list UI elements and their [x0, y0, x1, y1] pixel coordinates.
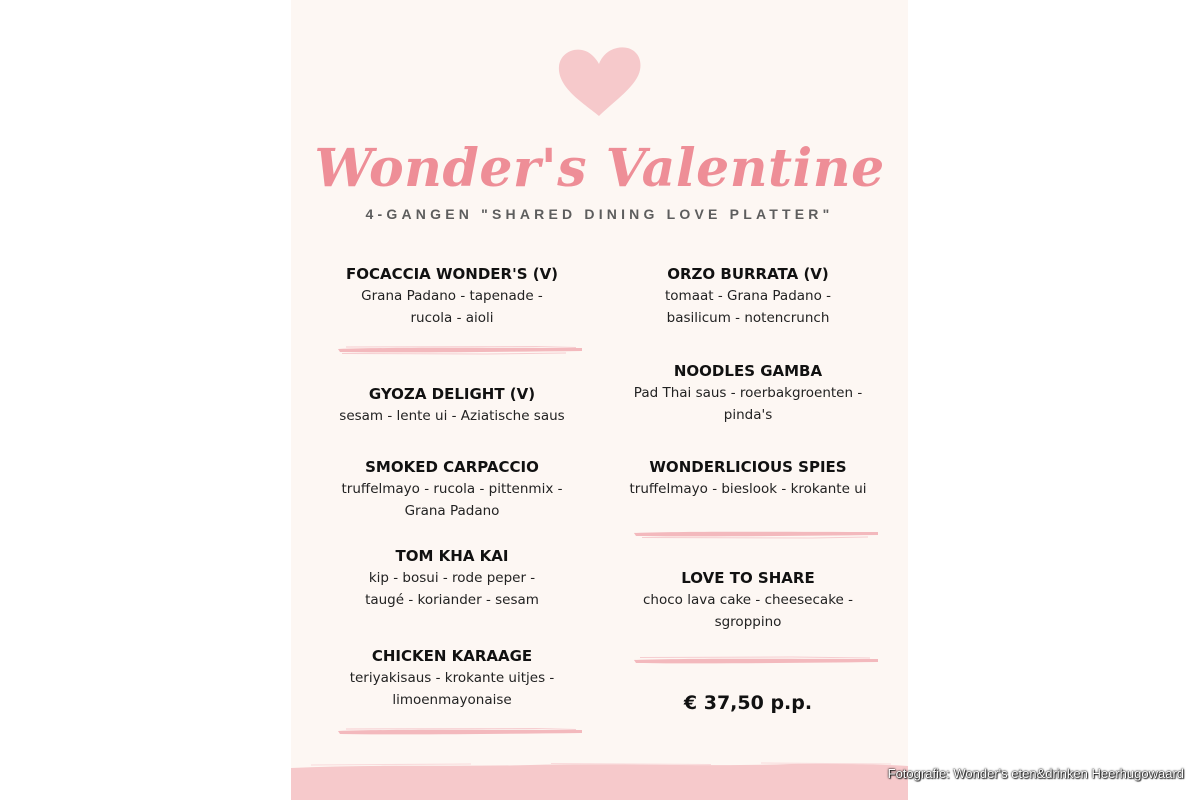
dish-name: NOODLES GAMBA: [673, 362, 823, 380]
brush-divider: [632, 656, 880, 666]
dish-noodles-gamba: [598, 360, 898, 426]
brush-divider: [632, 529, 880, 539]
dish-description: Pad Thai saus - roerbakgroenten - pinda's: [633, 385, 863, 423]
heart-icon: [555, 44, 643, 118]
dish-description: teriyakisaus - krokante uitjes - limoenmayonaise: [349, 670, 555, 708]
dish-description: sesam - lente ui - Aziatische saus: [339, 408, 565, 424]
bottom-brush-band: [291, 762, 908, 800]
dish-description: truffelmayo - rucola - pittenmix - Grana Padano: [341, 481, 563, 519]
dish-name: CHICKEN KARAAGE: [371, 647, 533, 665]
price: € 37,50 p.p.: [683, 692, 813, 714]
dish-name: GYOZA DELIGHT (V): [368, 385, 536, 403]
menu-card: [291, 0, 908, 800]
menu-subtitle: 4-GANGEN "SHARED DINING LOVE PLATTER": [365, 206, 834, 222]
photo-credit: Fotografie: Wonder's eten&drinken Heerhugowaard: [887, 766, 1184, 781]
dish-tom-kha-kai: [302, 545, 602, 611]
dish-love-to-share: [598, 567, 898, 633]
dish-orzo-burrata: [598, 263, 898, 329]
dish-description: Grana Padano - tapenade - rucola - aioli: [361, 288, 543, 326]
dish-wonderlicious-spies: [598, 456, 898, 500]
dish-description: kip - bosui - rode peper - taugé - koriander - sesam: [365, 570, 539, 608]
menu-title: Wonder's Valentine: [314, 138, 885, 199]
dish-name: SMOKED CARPACCIO: [365, 458, 539, 476]
dish-name: TOM KHA KAI: [395, 547, 509, 565]
dish-description: tomaat - Grana Padano - basilicum - notencrunch: [664, 288, 832, 326]
dish-description: choco lava cake - cheesecake - sgroppino: [642, 592, 853, 630]
brush-divider: [336, 727, 584, 737]
dish-name: LOVE TO SHARE: [681, 569, 815, 587]
dish-focaccia: [302, 263, 602, 329]
dish-karaage: [302, 645, 602, 711]
dish-carpaccio: [302, 456, 602, 522]
brush-divider: [336, 345, 584, 355]
dish-gyoza: [302, 383, 602, 427]
dish-name: ORZO BURRATA (V): [667, 265, 829, 283]
dish-name: WONDERLICIOUS SPIES: [649, 458, 847, 476]
dish-description: truffelmayo - bieslook - krokante ui: [629, 481, 867, 497]
dish-name: FOCACCIA WONDER'S (V): [345, 265, 559, 283]
